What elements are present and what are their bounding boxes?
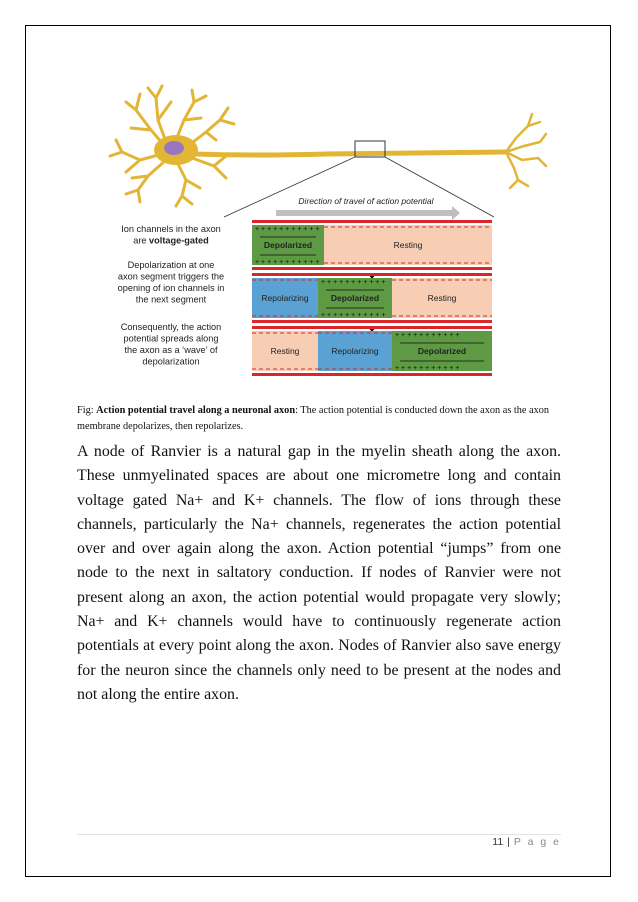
plus-charges: + + + + + + + + + + + [321, 279, 386, 286]
nucleus-shape [164, 141, 184, 155]
body-paragraph: A node of Ranvier is a natural gap in the myelin sheath along the axon. These unmyelinated spaces are about one micrometre long and contain voltage gated Na+ and K+ channels. The flow of ions through these channels, particularly the Na+ channels, regenerates the action potential over and over again along the axon. Action potential “jumps” from one node to the next in saltatory conduction. If nodes of Ranvier were not present along an axon, the action potential would propagate very slowly; Na+ and K+ channels would have to continuously regenerate action potentials at every point along the axon. Nodes of Ranvier also save energy for the neuron since the channels only need to be present at the nodes and not along the entire axon. [77, 443, 561, 703]
page-number: 11 [492, 836, 504, 848]
plus-charges: + + + + + + + + + + + [395, 365, 460, 372]
repolarizing-label: Repolarizing [261, 293, 309, 303]
side-note-bold: voltage-gated [149, 235, 209, 246]
figure-caption [77, 403, 561, 435]
side-note-line: opening of ion channels in [117, 283, 225, 293]
side-note-line: Consequently, the action [120, 322, 222, 332]
resting-label: Resting [393, 240, 423, 250]
side-note-line: the axon as a ‘wave’ of [124, 345, 218, 355]
depolarized-label: Depolarized [263, 240, 313, 250]
resting-label: Resting [270, 346, 300, 356]
side-note-line: Ion channels in the axon [121, 224, 221, 234]
side-note-line: are voltage-gated [133, 235, 209, 246]
neuron-illustration [110, 86, 546, 206]
page-word: P a g e [513, 836, 561, 848]
side-note-line: potential spreads along [123, 333, 219, 344]
footer-separator: | [507, 836, 510, 848]
caption-text: : The action potential is conducted down the axon as the axon membrane depolarizes, then repolarizes. [77, 405, 550, 432]
plus-charges: + + + + + + + + + + + [255, 226, 320, 233]
footer-rule [77, 834, 561, 835]
plus-charges: + + + + + + + + + + + [255, 259, 320, 266]
side-note-line: Depolarization at one [127, 260, 215, 270]
depolarized-label: Depolarized [330, 293, 380, 303]
direction-arrow [276, 206, 460, 220]
action-potential-figure [96, 80, 548, 385]
side-note-line: the next segment [135, 294, 207, 305]
side-note-line: axon segment triggers the [117, 271, 225, 282]
membrane-bottom [252, 320, 492, 323]
membrane-top [252, 220, 492, 223]
caption-prefix: Fig: [77, 405, 97, 416]
plus-charges: + + + + + + + + + + + [321, 312, 386, 319]
caption-bold: Action potential travel along a neuronal axon [96, 405, 296, 416]
page-footer [492, 836, 561, 848]
depolarized-label: Depolarized [417, 346, 467, 356]
membrane-top [252, 273, 492, 276]
direction-label: Direction of travel of action potential [298, 196, 434, 206]
membrane-top [252, 326, 492, 329]
resting-label: Resting [427, 293, 457, 303]
side-note-line: depolarization [142, 356, 200, 367]
membrane-bottom [252, 267, 492, 270]
repolarizing-label: Repolarizing [331, 346, 379, 356]
plus-charges: + + + + + + + + + + + [395, 332, 460, 339]
membrane-bottom [252, 373, 492, 376]
